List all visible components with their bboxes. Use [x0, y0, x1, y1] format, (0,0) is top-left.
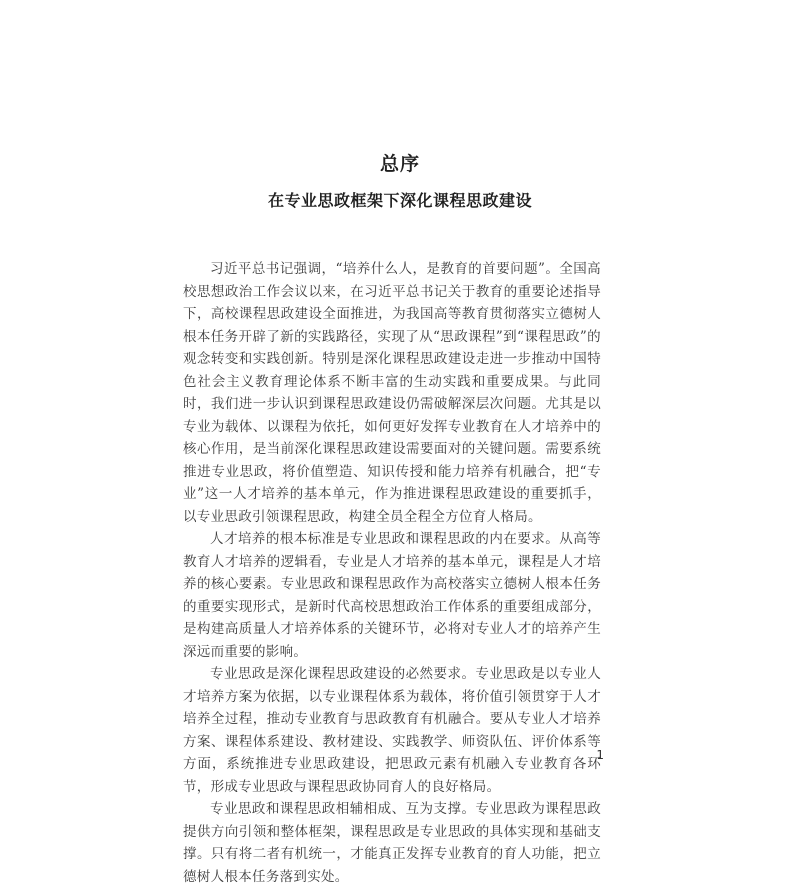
paragraph-4: 专业思政和课程思政相辅相成、互为支撑。专业思政为课程思政提供方向引领和整体框架，课程思政是专业思政的具体实现和基础支撑。只有将二者有机统一，才能真正发挥专业教育的育人功能，把立德树人根本任务落到实处。: [183, 801, 601, 885]
page-subtitle: 在专业思政框架下深化课程思政建设: [267, 191, 532, 210]
paragraph-2: 人才培养的根本标准是专业思政和课程思政的内在要求。从高等教育人才培养的逻辑看，专业是人才培养的基本单元，课程是人才培养的核心要素。专业思政和课程思政作为高校落实立德树人根本任务的重要实现形式，是新时代高校思想政治工作体系的重要组成部分，是构建高质量人才培养体系的关键环节，必将对专业人才的培养产生深远而重要的影响。: [183, 531, 601, 660]
page-title: 总序: [379, 153, 420, 175]
paragraph-1: 习近平总书记强调，“培养什么人，是教育的首要问题”。全国高校思想政治工作会议以来，在习近平总书记关于教育的重要论述指导下，高校课程思政建设全面推进，为我国高等教育贯彻落实立德树人根本任务开辟了新的实践路径，实现了从“思政课程”到“课程思政”的观念转变和实践创新。特别是深化课程思政建设走进一步推动中国特色社会主义教育理论体系不断丰富的生动实践和重要成果。与此同时，我们进一步认识到课程思政建设仍需破解深层次问题。尤其是以专业为载体、以课程为依托，如何更好发挥专业教育在人才培养中的核心作用，是当前深化课程思政建设需要面对的关键问题。需要系统推进专业思政，将价值塑造、知识传授和能力培养有机融合，把“专业”这一人才培养的基本单元，作为推进课程思政建设的重要抓手，以专业思政引领课程思政，构建全员全程全方位育人格局。: [183, 261, 601, 525]
body-text: [183, 258, 601, 885]
page-number: 1: [596, 748, 604, 762]
paragraph-3: 专业思政是深化课程思政建设的必然要求。专业思政是以专业人才培养方案为依据，以专业课程体系为载体，将价值引领贯穿于人才培养全过程，推动专业教育与思政教育有机融合。要从专业人才培养方案、课程体系建设、教材建设、实践教学、师资队伍、评价体系等方面，系统推进专业思政建设，把思政元素有机融入专业教育各环节，形成专业思政与课程思政协同育人的良好格局。: [183, 666, 601, 795]
